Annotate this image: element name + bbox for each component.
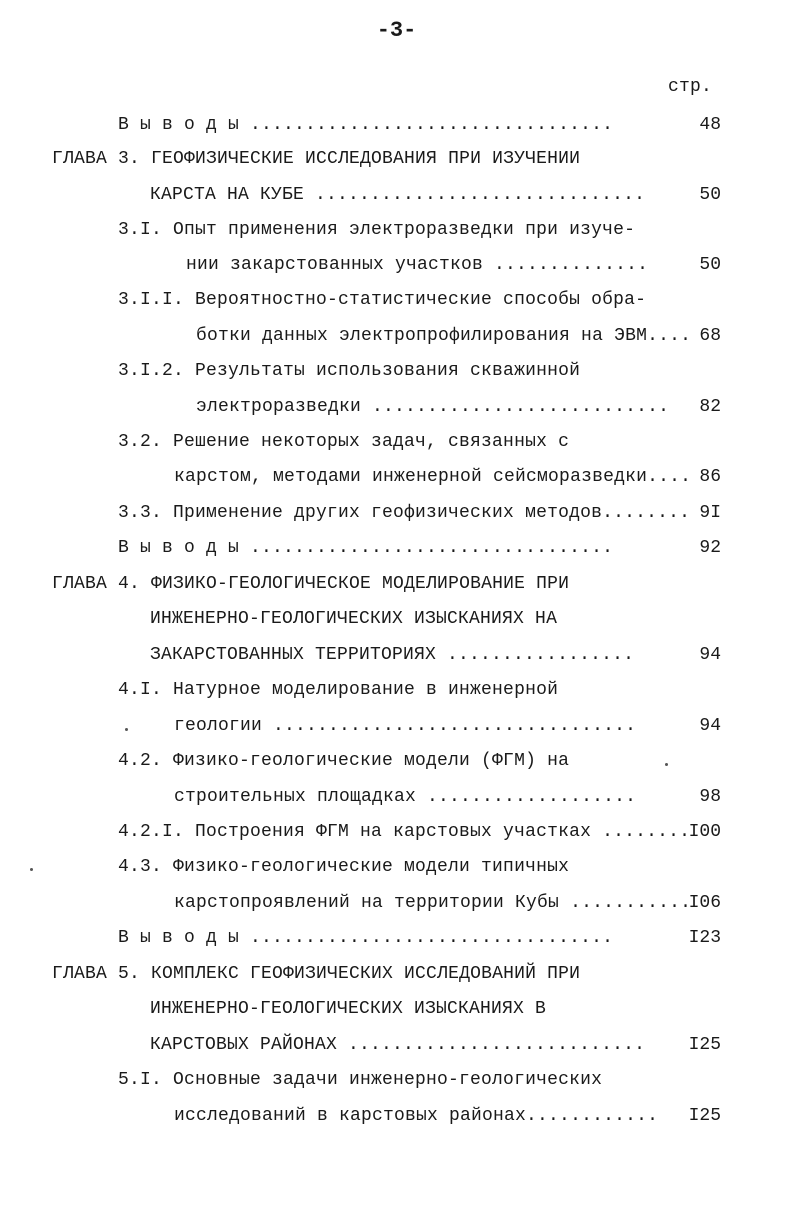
toc-entry-text: ботки данных электропрофилирования на ЭВМ.... xyxy=(196,326,692,346)
toc-entry-text: 3.3. Применение других геофизических методов........ xyxy=(118,503,691,523)
toc-entry-page: I25 xyxy=(688,1106,721,1126)
toc-entry-page: 86 xyxy=(699,467,721,487)
toc-entry-text: ИНЖЕНЕРНО-ГЕОЛОГИЧЕСКИХ ИЗЫСКАНИЯХ В xyxy=(150,999,547,1019)
toc-entry-page: 98 xyxy=(699,787,721,807)
toc-entry-text: В ы в о д ы ................................. xyxy=(118,115,614,135)
toc-entry-text: 4.I. Натурное моделирование в инженерной xyxy=(118,680,559,700)
toc-entry-text: карстом, методами инженерной сейсморазведки.... xyxy=(174,467,692,487)
toc-entry-text: 5.I. Основные задачи инженерно-геологических xyxy=(118,1070,603,1090)
toc-entry-page: I23 xyxy=(688,928,721,948)
toc-entry-text: 3.I. Опыт применения электроразведки при изуче- xyxy=(118,220,636,240)
toc-entry-text: 4.3. Физико-геологические модели типичных xyxy=(118,857,570,877)
toc-entry-text: ЗАКАРСТОВАННЫХ ТЕРРИТОРИЯХ ................. xyxy=(150,645,635,665)
toc-entry-page: I00 xyxy=(688,822,721,842)
page-column-label: стр. xyxy=(668,77,713,97)
toc-entry-text: исследований в карстовых районах............ xyxy=(174,1106,659,1126)
toc-entry-text: 3.I.2. Результаты использования скважинной xyxy=(118,361,581,381)
toc-entry-page: I25 xyxy=(688,1035,721,1055)
toc-entry-text: 3.2. Решение некоторых задач, связанных с xyxy=(118,432,570,452)
toc-entry-page: 9I xyxy=(699,503,721,523)
toc-entry-page: 50 xyxy=(699,185,721,205)
toc-entry-text: строительных площадках ................... xyxy=(174,787,637,807)
scan-speck xyxy=(125,728,128,731)
toc-entry-text: геологии ................................. xyxy=(174,716,637,736)
toc-entry-text: 3.I.I. Вероятностно-статистические способы обра- xyxy=(118,290,647,310)
toc-entry-page: 82 xyxy=(699,397,721,417)
toc-entry-text: КАРСТА НА КУБЕ .............................. xyxy=(150,185,646,205)
toc-entry-text: электроразведки ........................... xyxy=(196,397,670,417)
toc-entry-text: 4.2. Физико-геологические модели (ФГМ) на xyxy=(118,751,570,771)
toc-entry-text: ИНЖЕНЕРНО-ГЕОЛОГИЧЕСКИХ ИЗЫСКАНИЯХ НА xyxy=(150,609,558,629)
toc-entry-text: ГЛАВА 4. ФИЗИКО-ГЕОЛОГИЧЕСКОЕ МОДЕЛИРОВАНИЕ ПРИ xyxy=(52,574,570,594)
toc-entry-page: 92 xyxy=(699,538,721,558)
toc-entry-text: В ы в о д ы ................................. xyxy=(118,928,614,948)
toc-entry-page: I06 xyxy=(688,893,721,913)
scan-speck xyxy=(30,868,33,871)
toc-entry-text: КАРСТОВЫХ РАЙОНАХ ........................... xyxy=(150,1035,646,1055)
toc-entry-text: 4.2.I. Построения ФГМ на карстовых участках ........ xyxy=(118,822,691,842)
toc-entry-page: 94 xyxy=(699,716,721,736)
toc-entry-text: нии закарстованных участков .............. xyxy=(186,255,649,275)
toc-entry-page: 94 xyxy=(699,645,721,665)
toc-entry-text: ГЛАВА 5. КОМПЛЕКС ГЕОФИЗИЧЕСКИХ ИССЛЕДОВАНИЙ ПРИ xyxy=(52,964,581,984)
toc-entry-text: карстопроявлений на территории Кубы ........... xyxy=(174,893,692,913)
toc-entry-page: 50 xyxy=(699,255,721,275)
toc-entry-page: 68 xyxy=(699,326,721,346)
toc-entry-text: В ы в о д ы ................................. xyxy=(118,538,614,558)
toc-entry-page: 48 xyxy=(699,115,721,135)
page-number: -3- xyxy=(376,18,417,43)
toc-entry-text: ГЛАВА 3. ГЕОФИЗИЧЕСКИЕ ИССЛЕДОВАНИЯ ПРИ ИЗУЧЕНИИ xyxy=(52,149,581,169)
scan-speck xyxy=(665,763,668,766)
